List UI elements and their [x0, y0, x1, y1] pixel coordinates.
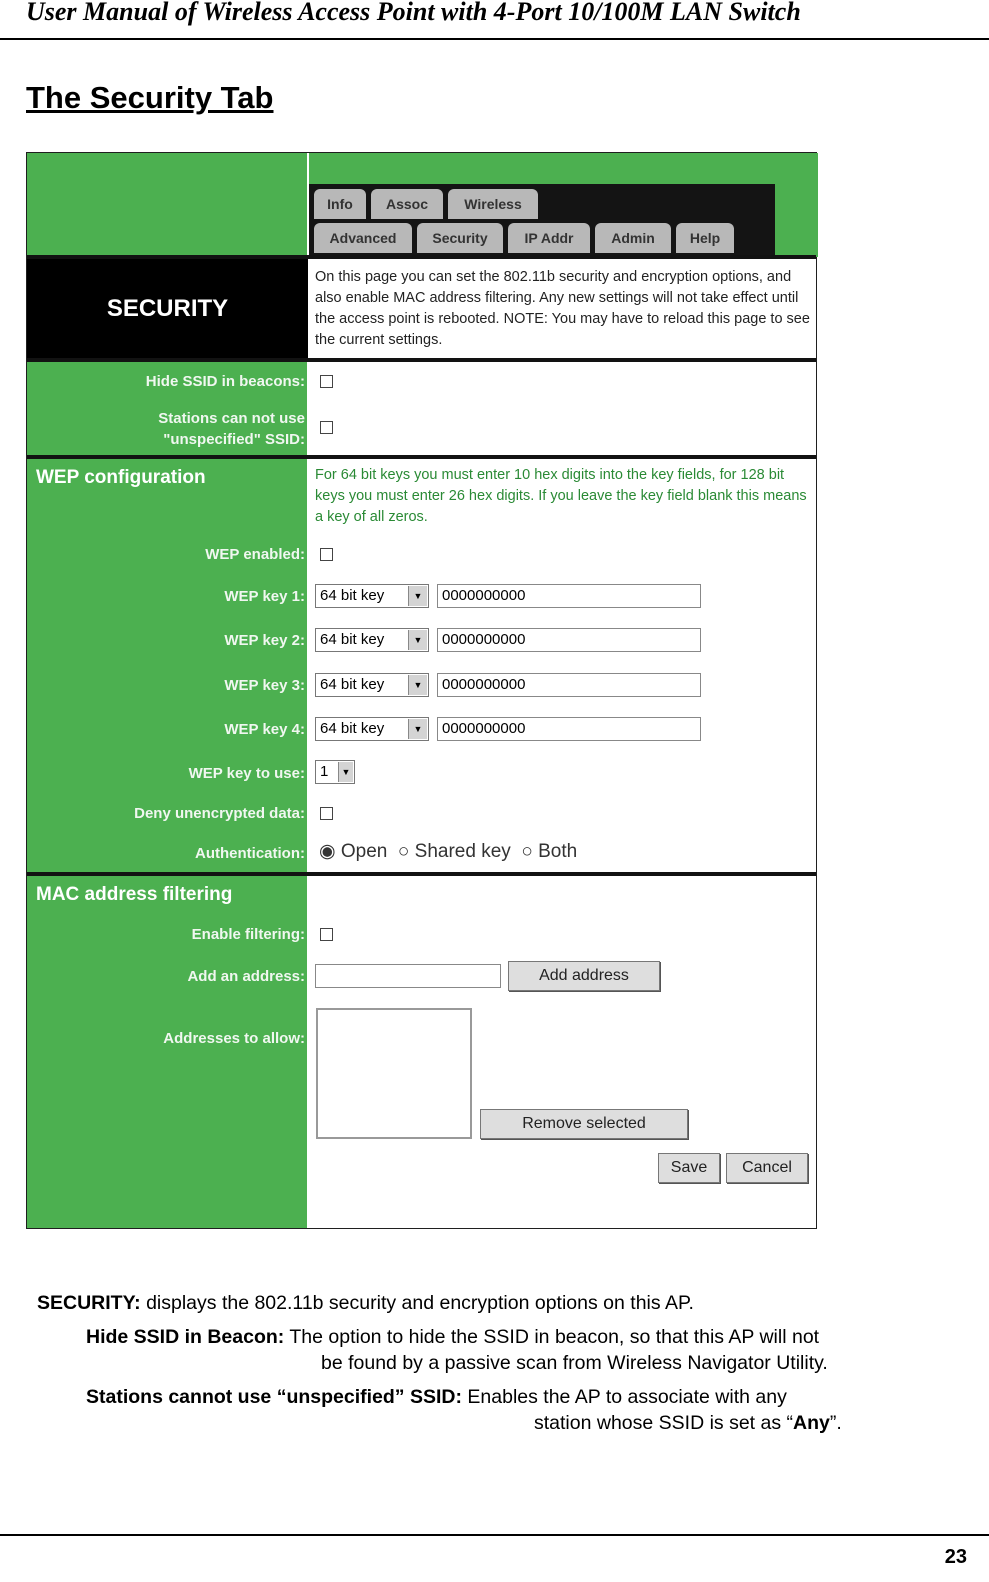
- wep-key-2-label: WEP key 2:: [224, 632, 305, 649]
- page-heading: SECURITY: [27, 257, 308, 360]
- wep-enabled-checkbox[interactable]: [320, 548, 333, 561]
- tab-security[interactable]: Security: [417, 223, 503, 253]
- section-title: The Security Tab: [26, 80, 274, 115]
- wep-key-2-size-select[interactable]: 64 bit key ▼: [315, 628, 429, 652]
- save-button[interactable]: Save: [658, 1153, 720, 1183]
- tab-help[interactable]: Help: [676, 223, 734, 253]
- stations-description: Stations cannot use “unspecified” SSID: Enables the AP to associate with any: [86, 1386, 787, 1408]
- security-description: SECURITY: displays the 802.11b security and encryption options on this AP.: [37, 1292, 694, 1314]
- enable-filtering-label: Enable filtering:: [191, 926, 305, 943]
- hide-ssid-description-cont: be found by a passive scan from Wireless Navigator Utility.: [321, 1352, 828, 1374]
- wep-key-3-size-select[interactable]: 64 bit key ▼: [315, 673, 429, 697]
- authentication-options: [319, 840, 577, 863]
- hide-ssid-description: Hide SSID in Beacon: The option to hide the SSID in beacon, so that this AP will not: [86, 1326, 820, 1348]
- wep-key-4-label: WEP key 4:: [224, 721, 305, 738]
- wep-enabled-label: WEP enabled:: [205, 546, 305, 563]
- wep-note: For 64 bit keys you must enter 10 hex digits into the key fields, for 128 bit keys you must enter 26 hex digits. If you leave the key field blank this means a key of all zeros.: [315, 467, 807, 525]
- chevron-down-icon: ▼: [408, 586, 427, 606]
- unspecified-ssid-checkbox[interactable]: [320, 421, 333, 434]
- wep-key-to-use-label: WEP key to use:: [188, 765, 305, 782]
- radio-both[interactable]: ○ Both: [521, 841, 578, 862]
- radio-open[interactable]: ◉ Open: [319, 841, 388, 862]
- wep-key-2-input[interactable]: 0000000000: [437, 628, 701, 652]
- wep-group-heading: WEP configuration: [36, 467, 206, 488]
- tab-assoc[interactable]: Assoc: [371, 189, 443, 219]
- chevron-down-icon: ▼: [338, 762, 353, 782]
- stations-description-cont: station whose SSID is set as “Any”.: [534, 1412, 842, 1434]
- add-address-label: Add an address:: [187, 968, 305, 985]
- remove-selected-button[interactable]: Remove selected: [480, 1109, 688, 1139]
- tab-ip-addr[interactable]: IP Addr: [508, 223, 590, 253]
- tab-admin[interactable]: Admin: [595, 223, 671, 253]
- cancel-button[interactable]: Cancel: [726, 1153, 808, 1183]
- wep-key-3-label: WEP key 3:: [224, 677, 305, 694]
- document-header: User Manual of Wireless Access Point with 4-Port 10/100M LAN Switch: [26, 0, 801, 26]
- unspecified-ssid-label-1: Stations can not use: [158, 410, 305, 427]
- chevron-down-icon: ▼: [408, 630, 427, 650]
- add-address-button[interactable]: Add address: [508, 961, 660, 991]
- wep-key-4-input[interactable]: 0000000000: [437, 717, 701, 741]
- addresses-listbox[interactable]: [316, 1008, 472, 1139]
- wep-key-1-label: WEP key 1:: [224, 588, 305, 605]
- chevron-down-icon: ▼: [408, 719, 427, 739]
- wep-key-1-size-select[interactable]: 64 bit key ▼: [315, 584, 429, 608]
- page-number: 23: [944, 1546, 967, 1568]
- addresses-to-allow-label: Addresses to allow:: [163, 1030, 305, 1047]
- enable-filtering-checkbox[interactable]: [320, 928, 333, 941]
- hide-ssid-checkbox[interactable]: [320, 375, 333, 388]
- deny-unencrypted-label: Deny unencrypted data:: [134, 805, 305, 822]
- wep-key-4-size-select[interactable]: 64 bit key ▼: [315, 717, 429, 741]
- security-page-screenshot: [26, 152, 817, 1229]
- wep-key-to-use-select[interactable]: 1 ▼: [315, 760, 355, 784]
- tab-advanced[interactable]: Advanced: [314, 223, 412, 253]
- hide-ssid-label: Hide SSID in beacons:: [145, 373, 305, 390]
- deny-unencrypted-checkbox[interactable]: [320, 807, 333, 820]
- add-address-input[interactable]: [315, 964, 501, 988]
- wep-key-1-input[interactable]: 0000000000: [437, 584, 701, 608]
- mac-group-heading: MAC address filtering: [36, 884, 233, 905]
- footer-rule: [0, 1534, 989, 1536]
- wep-key-3-input[interactable]: 0000000000: [437, 673, 701, 697]
- radio-shared-key[interactable]: ○ Shared key: [397, 841, 511, 862]
- header-rule: [0, 38, 989, 40]
- unspecified-ssid-label-2: "unspecified" SSID:: [163, 431, 305, 448]
- tab-info[interactable]: Info: [314, 189, 366, 219]
- authentication-label: Authentication:: [195, 845, 305, 862]
- intro-text: On this page you can set the 802.11b security and encryption options, and also enable MAC address filtering. Any new settings will not take effect until the access point is rebooted. NOTE: You may have to reload this page to see the current settings.: [315, 269, 810, 348]
- chevron-down-icon: ▼: [408, 675, 427, 695]
- tab-wireless[interactable]: Wireless: [448, 189, 538, 219]
